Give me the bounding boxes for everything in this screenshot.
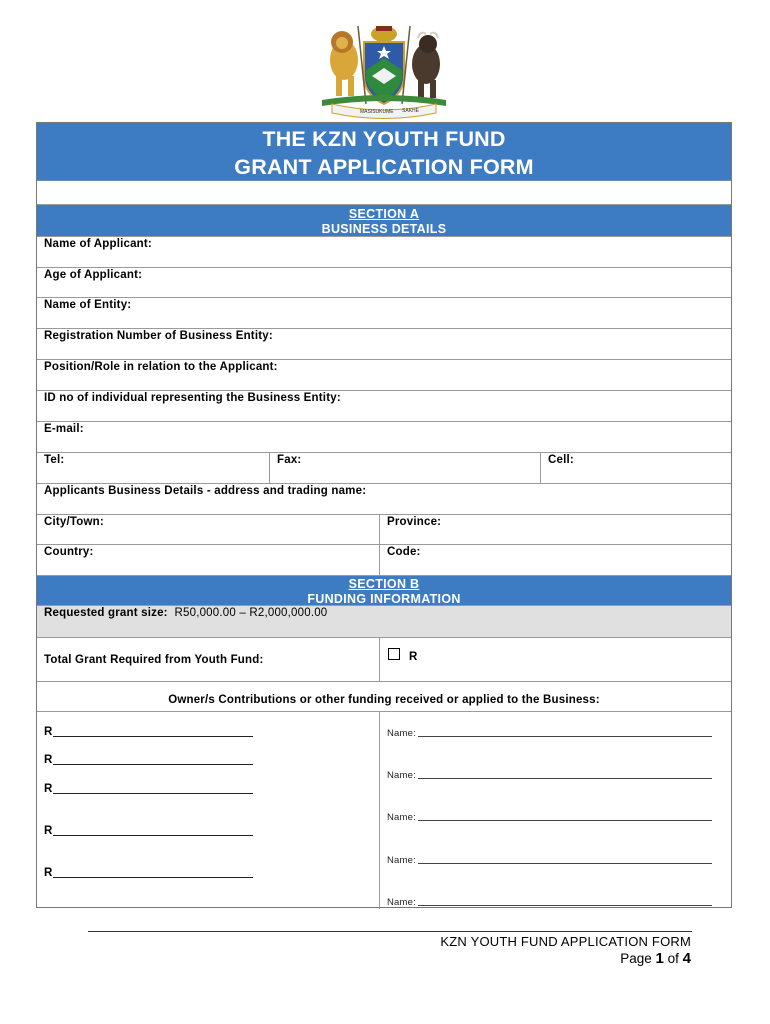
contribution-name-line-3[interactable] — [387, 812, 712, 823]
fax-label: Fax: — [277, 454, 302, 466]
r-prefix: R — [44, 783, 53, 795]
country-label: Country: — [44, 546, 94, 558]
email-label: E-mail: — [44, 423, 84, 435]
name-prefix: Name: — [387, 812, 416, 823]
crest-motto-left: MASISUKUME — [360, 109, 394, 115]
name-entity-label: Name of Entity: — [44, 299, 132, 311]
row-city-province — [37, 515, 731, 545]
footer-doc-title: KZN YOUTH FUND APPLICATION FORM — [440, 934, 691, 949]
business-details-label: Applicants Business Details - address and trading name: — [44, 485, 367, 497]
section-a-header — [37, 205, 731, 237]
page-word: Page — [620, 951, 652, 966]
cell-label: Cell: — [548, 454, 574, 466]
divider — [540, 453, 541, 483]
r-prefix: R — [44, 825, 53, 837]
row-email[interactable] — [37, 422, 731, 453]
province-label: Province: — [387, 516, 442, 528]
tel-label: Tel: — [44, 454, 65, 466]
divider — [379, 545, 380, 575]
row-age-applicant[interactable] — [37, 268, 731, 298]
section-b-heading: SECTION B — [348, 577, 420, 591]
contribution-name-line-1[interactable] — [387, 728, 712, 739]
row-position-role[interactable] — [37, 360, 731, 391]
row-name-entity[interactable] — [37, 298, 731, 329]
row-country-code — [37, 545, 731, 576]
row-name-applicant[interactable] — [37, 237, 731, 268]
section-b-header — [37, 576, 731, 606]
city-label: City/Town: — [44, 516, 104, 528]
name-prefix: Name: — [387, 728, 416, 739]
page-current: 1 — [655, 950, 664, 967]
contribution-amount-line-2[interactable] — [44, 754, 253, 766]
page-total: 4 — [682, 950, 691, 967]
contributions-heading: Owner/s Contributions or other funding received or applied to the Business: — [168, 694, 600, 706]
of-word: of — [667, 951, 679, 966]
total-grant-currency: R — [409, 651, 418, 663]
section-a-heading: SECTION A — [348, 207, 420, 221]
contribution-name-line-5[interactable] — [387, 897, 712, 908]
code-label: Code: — [387, 546, 421, 558]
requested-grant-value: R50,000.00 – R2,000,000.00 — [174, 607, 328, 619]
position-role-label: Position/Role in relation to the Applicant: — [44, 361, 278, 373]
total-grant-label: Total Grant Required from Youth Fund: — [44, 654, 264, 666]
crest-motto-right: SAKHE — [402, 108, 419, 114]
requested-grant-label-text: Requested grant size: — [44, 607, 168, 619]
row-contact-numbers — [37, 453, 731, 484]
age-applicant-label: Age of Applicant: — [44, 269, 143, 281]
id-no-label: ID no of individual representing the Business Entity: — [44, 392, 341, 404]
requested-grant-label — [44, 607, 327, 619]
footer-page-number — [620, 950, 691, 967]
row-id-no[interactable] — [37, 391, 731, 422]
row-total-grant — [37, 638, 731, 682]
divider — [379, 712, 380, 909]
divider — [379, 638, 380, 681]
contribution-amount-line-1[interactable] — [44, 726, 253, 738]
contributions-area — [37, 712, 731, 909]
form-title-line2: GRANT APPLICATION FORM — [234, 155, 534, 179]
r-prefix: R — [44, 867, 53, 879]
name-applicant-label: Name of Applicant: — [44, 238, 152, 250]
divider — [269, 453, 270, 483]
contribution-amount-line-4[interactable] — [44, 825, 253, 837]
divider — [379, 515, 380, 544]
contribution-name-line-4[interactable] — [387, 855, 712, 866]
section-b-subheading: FUNDING INFORMATION — [307, 592, 461, 606]
name-prefix: Name: — [387, 855, 416, 866]
contribution-amount-line-5[interactable] — [44, 867, 253, 879]
application-form — [36, 122, 732, 908]
r-prefix: R — [44, 726, 53, 738]
name-prefix: Name: — [387, 897, 416, 908]
row-contributions-heading — [37, 682, 731, 712]
section-a-subheading: BUSINESS DETAILS — [321, 222, 447, 236]
row-requested-grant — [37, 606, 731, 638]
contribution-name-line-2[interactable] — [387, 770, 712, 781]
total-grant-checkbox[interactable] — [388, 648, 400, 660]
r-prefix: R — [44, 754, 53, 766]
name-prefix: Name: — [387, 770, 416, 781]
form-title-banner — [37, 123, 731, 181]
footer-rule — [88, 931, 692, 932]
contribution-amount-line-3[interactable] — [44, 783, 253, 795]
registration-number-label: Registration Number of Business Entity: — [44, 330, 273, 342]
row-business-details[interactable] — [37, 484, 731, 515]
kzn-coat-of-arms — [308, 20, 460, 120]
spacer-row — [37, 181, 731, 205]
row-registration-number[interactable] — [37, 329, 731, 360]
form-title-line1: THE KZN YOUTH FUND — [262, 127, 506, 151]
